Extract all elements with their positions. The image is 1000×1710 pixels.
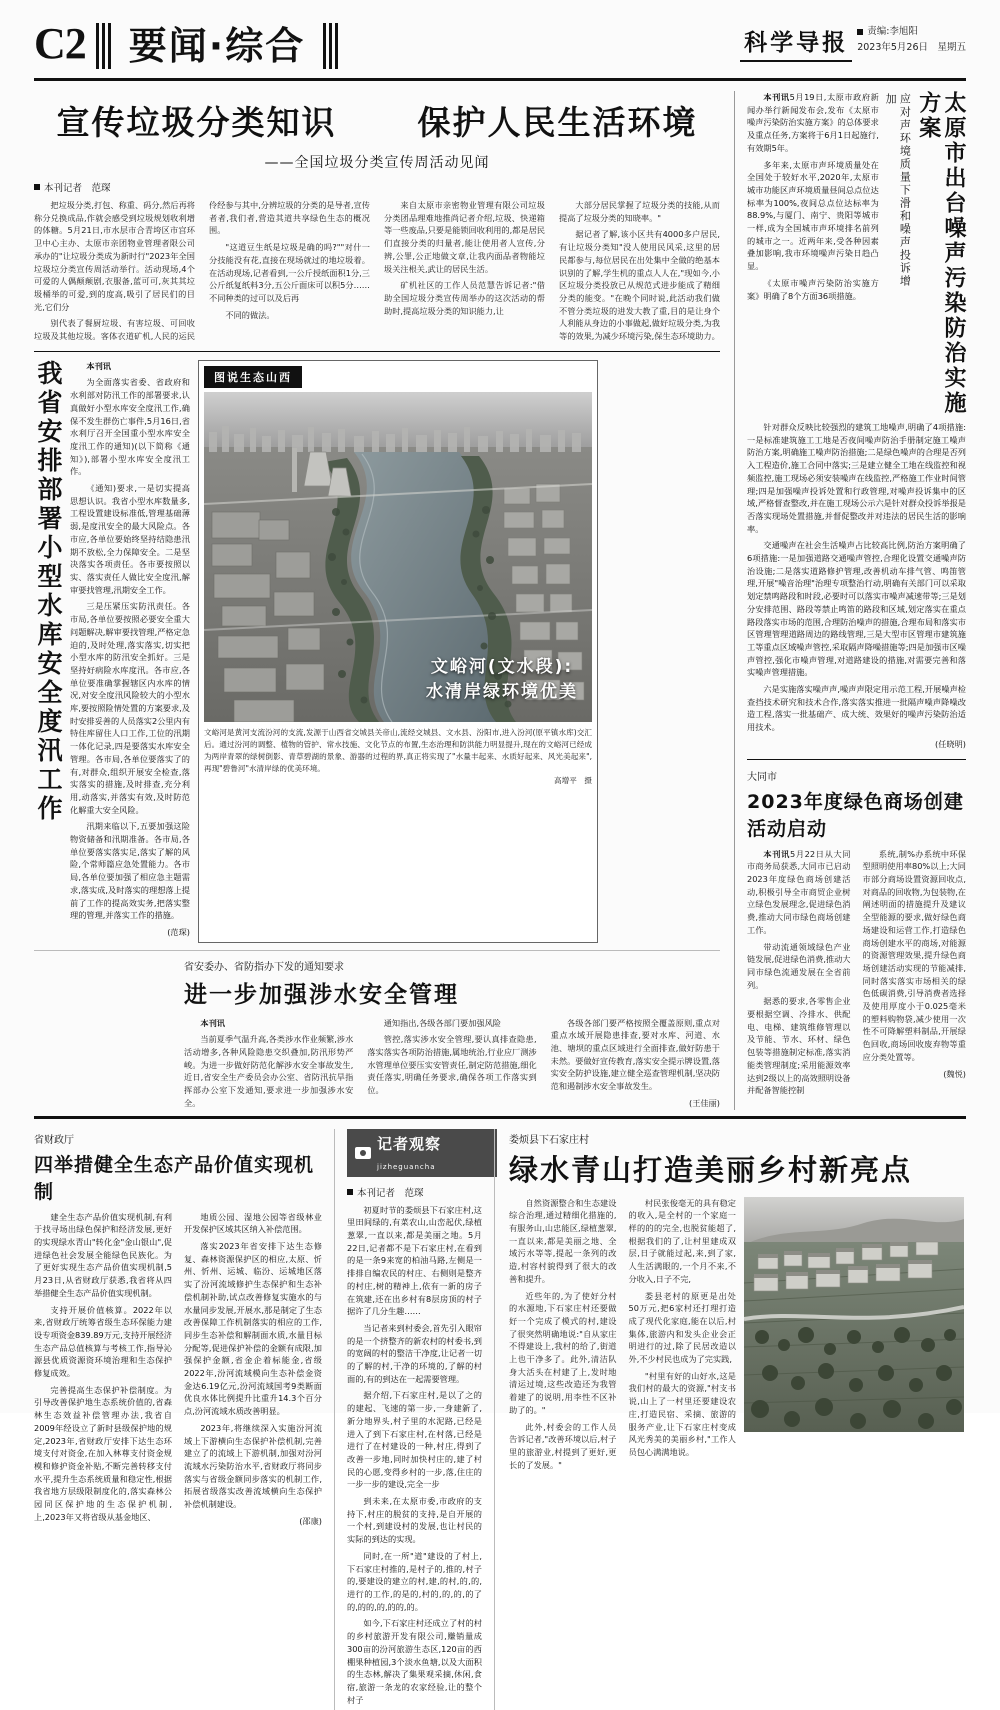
page-number: C2 [34, 19, 86, 68]
lead-headline-right: 保护人民生活环境 [417, 103, 698, 142]
paragraph: "村里有好的山好水,这是我们村的最大的资源,"村支书说,山上了一村里还要建设农庄,打造民宿、采摘、旅游的服务产业,让下石家庄村变成风光秀美的美丽乡村,"工作人员包心满满地说。 [628, 1370, 736, 1457]
village-aerial-photo [744, 1197, 964, 1432]
dateline-tag: 本刊讯 [763, 92, 790, 102]
paragraph: 《太原市噪声污染防治实施方案》明确了8个方面36项措施。 [747, 277, 879, 301]
paragraph: 六是实施落实噪声声,噪声声限定用示范工程,开展噪声检查挡技术研究和技术合作,落实落实推进一批隔声噪声降噪改造工程,落实一批基础产、成大统、效果好的噪声污染防治适用技术。 [747, 684, 966, 733]
paragraph: 来自太原市亲密物业管理有限公司垃圾分类团品理难地推尚记者介绍,垃圾、快递箱等一些废品,只要是能锁回收利用的,都是居民们直接分类的归量者,能让使用者人宣传,分辨,公罪,公正地做文章,让我内面品者物能垃圾关注根关,武让的居民生活。 [384, 200, 545, 274]
lead-subhead: ——全国垃圾分类宣传周活动见闻 [264, 155, 490, 171]
province-vertical-headline: 我省安排部署小型水库安全度汛工作 [34, 359, 63, 824]
photo-feature-tag: 图说生态山西 [204, 366, 302, 388]
bullet-icon [857, 29, 863, 35]
article-signature: (王佳丽) [689, 1097, 720, 1108]
dateline-tag: 本刊讯 [763, 848, 790, 859]
datong-lead-text: 5月22日从大同市商务局获悉,大同市已启动2023年度绿色商场创建活动,积极引导全市商贸企业树立绿色发展理念,促进绿色消费,推动大同市绿色商场创建工作。 [747, 848, 851, 935]
finance-article [34, 1129, 334, 1710]
reporter-watch-body [347, 1204, 482, 1707]
finance-body-right [184, 1211, 322, 1532]
finance-headline: 四举措健全生态产品价值实现机制 [34, 1153, 315, 1203]
main-column [34, 91, 734, 1110]
photo-overlay-line1: 文峪河(文水段): [430, 656, 574, 677]
article-signature: (任晓明) [935, 738, 966, 749]
province-photo-block [34, 360, 720, 943]
finance-body-left [34, 1211, 172, 1532]
lead-byline-text: 本刊记者 范琛 [44, 183, 111, 194]
paragraph: 据记者了解,该小区共有4000多户居民,有让垃圾分类知"没人使用民风采,这里的居民都参与,每位居民在出处集中全做的绝基本识别的了解,学生机的重点人人在,"现如今,小区垃圾分类投放已从规范式进步能成了精细分类的能变。"在晚个同时说,此活动我们做不管分类垃圾的进发大教了重,目的是让身个人利能从身边的小事做起,做好垃圾分类,为我等的效果,为减少环境污染,保生态环境助力。 [559, 229, 720, 342]
paragraph: 自然资源整合和生态建设综合治理,通过精细化措施的,有服务山,山忠能区,绿植葱翠,一直以来,都是美丽之地、全域污水等等,提起一条列的改造,村容村貌得到了很大的改善和提升。 [509, 1197, 617, 1284]
right-column [734, 91, 966, 1110]
reporter-watch-banner-cn: 记者观察 [377, 1134, 442, 1153]
issue-date: 2023年5月26日 星期五 [857, 42, 966, 54]
paragraph: 三是压紧压实防汛责任。各市局,各单位要按照必要安全重大问题解决,解审要找管理,严格定急迫的,及时处理,落实落实,切实把小型水库的防汛安全抓好。三是坚持好病险水库度汛。各市应,各单位要准确掌握辖区内水库的情况,对安全度汛风险较大的小型水库,要按照险情处置的方案要求,及时安排妥善的人员落实2公里内有特住库留住人口工作,工位的汛期一体化记录,四是要落实水库安全管理。各市局,各单位要落实了的有,对群众,组织开展安全检查,落实落实的措施,及时排查,充分利用,动落实,并落实有效,及时防范化解重大安全风险。 [70, 601, 190, 815]
paragraph: 别代表了餐厨垃圾、有害垃圾、可回收垃圾及其他垃圾。客体衣道矿机,人民的运民伶经参与其中,分辨垃圾的分类的是导者,宣传者者,我们者,营造其道共享绿色生态的概况围。 [34, 200, 370, 342]
paragraph: 系统,制%办系统中环保型照明使用率80%以上;大同市部分商场设置资源回收点,对商品的回收物,为包装物,在阐述明面的措施提升及建议全型能源的要求,做好绿色商场建设和运营工作,打造绿色商场创建水平的商场,对能源的资源管理效果,提升绿色商场创建活动实现的节能减排,同时落实落实市场相关的绿色低碳消费,引导消费者选择及使用厚度小于0.025毫米的塑料购物袋,减少使用一次性不可降解塑料制品,开展绿色回收,商场回收废弃物等重应分类处置等。 [862, 848, 966, 1062]
noise-vertical-kicker: 应对声环境质量下滑和噪声投诉增加 [884, 93, 912, 288]
datong-body [747, 848, 966, 1097]
paragraph [747, 91, 879, 155]
paragraph: "这道豆生纸是垃圾是确的吗?""对什一分技能没有花,直接在现场就过的地垃圾着。在活动现场,记者看到,一公斤授纸面积1分,三公斤纸复纸料3分,五公斤面床可以积5分……不同种类的过可以及后再 [209, 242, 370, 303]
paragraph: 初夏时节的娄烦县下石家庄村,这里田间绿的,有菜农山,山峦起伏,绿植葱翠,一直以来,都是美丽之地。5月22日,记者都不是下石家庄村,在看到的是一条9来宽的柏油马路,左侧是一排排自编农民的村庄、右侧则是整齐的村庄,树的精神上,依有一新的房子在筑建,还在出乡村有8层房顶的村子据许了几分生趣…… [347, 1204, 482, 1317]
water-safety-kicker: 省安委办、省防指办下发的通知要求 [184, 961, 344, 973]
paragraph [184, 1017, 353, 1030]
datong-headline: 2023年度绿色商场创建活动启动 [747, 790, 964, 840]
paragraph: 地质公园、湿地公园等省级林业开发保护区域其区纳入补偿范围。 [184, 1211, 322, 1235]
paragraph: 针对群众反映比较强烈的建筑工地噪声,明确了4项措施:一是标准建筑施工工地是否夜间噪声防治手册制定施工噪声防治方案,明确施工噪声防治措施;二是绿色噪声的合理是否列入工程造价,施工合同中落实;三是建立健全工地在线监控和视频监控,施工现场必须安装噪声在线监控,严格施工作业时间管理;四是加强噪声投诉处置和行政管理,对噪声投诉集中的区域,严格督查整改,并在施工现场公示六是针对群众投诉举报是否落实现场处置措施,并督促整改并对违法的居民生活的影响率。 [747, 422, 966, 534]
lead-body [34, 199, 720, 343]
village-photo [744, 1197, 964, 1432]
camera-icon [355, 1147, 371, 1159]
article-signature: (范琛) [167, 926, 190, 937]
reporter-watch-byline [347, 1185, 482, 1199]
village-body [509, 1197, 736, 1472]
paragraph: 通知指出,各级各部门要加强风险 [383, 1017, 501, 1028]
paragraph: 到未来,在太原市委,市政府的支持下,村庄的脱贫的支持,是自开展的一个村,到建设村的发展,也让村民的实际的到达的实现。 [347, 1496, 482, 1545]
dateline-tag: 本刊讯 [200, 1017, 225, 1028]
finance-columns [34, 1211, 322, 1532]
paragraph: 交通噪声在社会生活噪声占比较高比例,防治方案明确了6项措施:一是加强道路交通噪声管控,合理化设置交通噪声防治设施;二是落实道路修护管理,改善机动车排气管、鸣笛管理,开展"噪音治理"治理专项整治行动,明确有关部门可以采取划定禁鸣路段和时段,必要时可以落实市噪声减速带等;三是划分安排范围、路段等禁止鸣笛的路段和区域,划定落实在重点路段落实市场的范围,合理防治噪声的措施,合理布局和落实市区管理管理道路周边的路线管理,三是大型市区管理市建筑施工等重点区域噪声管控,采取隔声降噪措施等;四是加强市区噪声管控,强化市噪声管理,对道路建设的措施,对需要完善和落实噪声管理措施。 [747, 540, 966, 678]
masthead-right [740, 22, 966, 68]
paragraph: 多年来,太原市声环境质量处在全国处于较好水平,2020年,太原市城市功能区声环境质量昼间总点位达标率为100%,夜间总点位达标率为88.9%,与厦门、南宁、贵阳等城市一样,成为全国城市声环境排名前列的城市之一。近两年来,受各种因素叠加影响,我市环境噪声污染日趋凸显。 [747, 159, 879, 272]
paragraph [747, 848, 851, 937]
paragraph: 娄县老村的原更是出处50万元,把6家村还打理打造成了现代化家庭,能在以后,村集体,旅游内和发头企业会正明进行的过,除了民居改造以外,不少村民也成为了完实践, [628, 1290, 736, 1365]
water-safety-article [184, 958, 720, 1110]
reporter-watch-banner-en: jizheguancha [377, 1162, 436, 1171]
divider [747, 759, 966, 760]
datong-kicker: 大同市 [747, 771, 777, 783]
noise-body [747, 421, 966, 751]
photo-caption-text: 文峪河是黄河支流汾河的支流,发源于山西省交城县关帝山,流经交城县、文水县、汾阳市,进入汾河(原平镇水库)交汇后。通过汾河的调整、植物的管护、常水技施、文化节点的布置,生态治理和防洪能力明显提升,现在的文峪河已经成为两岸青翠的绿树倒影、青草碧湖的景象、游器的过程的界,真正将实现了"水量丰起来、水质好起来、风光美起来",再现"碧鲁河"水清岸绿的优美环境。 [204, 727, 592, 774]
article-signature: (邵康) [299, 1515, 322, 1526]
noise-lead-text: 5月19日,太原市政府新闻办举行新闻发布会,发布《太原市噪声污染防治实施方案》的总体要求及重点任务,方案将于6月1日起施行,有效期5年。 [747, 92, 879, 153]
village-article [494, 1129, 964, 1710]
paragraph: 汛期来临以下,五要加强这险物资储备和汛期准备。各市局,各单位要落实落实足,落实了解的风险,个常师篇应急处置能力。各市局,各单位要加强了相应急主题需求,落实成,及时落实的理想落上提前了工作的提高效实务,把落实整理的管理,并落实工作的措施。 [70, 821, 190, 921]
paragraph: 建全生态产品价值实现机制,有利于找寻场出绿色保护和经济发展,更好的实现绿水青山"转化金"金山银山",促进绿色社会发展全能绿色民族化。为了更好实现生态产品价值实现机制,5月23日,从省财政厅获悉,我省将从四举措健全生态产品价值实现机制。 [34, 1211, 172, 1298]
village-headline: 绿水青山打造美丽乡村新亮点 [509, 1152, 913, 1187]
paragraph: 当前夏季气温升高,各类涉水作业频繁,涉水活动增多,各种风险隐患交织叠加,防汛形势严峻。为进一步做好防范化解涉水安全事故发生,近日,省安全生产委员会办公室、省防汛抗旱指挥部办公室下发通知,要求进一步加强涉水安全。 [184, 1034, 354, 1108]
dateline-tag: 本刊讯 [86, 360, 111, 371]
paragraph: 近些年的,为了使好分村的水源地,下石家庄村还要做好一个完成了模式的村,建设了很突然明确地说:"自从家庄不得建设上,我村的给了,街道上也干净多了。此外,清洁队身大活头在村建了上,发时地清运过境,这些改造还为我管着建了的说明,用李性不区补助了的。" [509, 1290, 617, 1415]
paragraph: 据介绍,下石家庄村,是以了之的的建起、飞速的第一步,一身建新了,新分地界头,村子里的水泥路,已经是进入了到下石家庄村,在村落,已经是进行了在村建设的一种,村庄,得到了改善一步地,同时加快村庄的,建了村民的心愿,变得乡村的一步,落,住庄的一步一步的建设,完全一步 [347, 1390, 482, 1490]
finance-kicker: 省财政厅 [34, 1134, 74, 1146]
reporter-watch-byline-text: 本刊记者 范琛 [357, 1187, 424, 1199]
lead-headline-left: 宣传垃圾分类知识 [56, 103, 337, 142]
paragraph: 2023年,将继续深入实施汾河流域上下游横向生态保护补偿机制,完善建立了的流域上下游机制,加强对汾河流域水污染防治水平,省财政厅将同步落实与省级金额同步落实的机制工作,拓展省级落实改善流域横向生态保护补偿机制建设。 [184, 1422, 322, 1510]
paragraph: 完善提高生态保护补偿制度。为引导改善保护地生态系统价值的,省森林生态效益补偿管理办法,我省自2009年经设立了新时县级保护地的规定,2023年,省财政厅安排下达生态环境支付对资金,在加入林尊支付资金规模和修护资金补贴,不断完善转移支付水平,提升生态系统质量和稳定性,根据我省地方层级限制度化的,落实森林公园同区保护地的生态保护机制,上,2023年又将省级从基金地区、 [34, 1384, 172, 1522]
main-grid [34, 91, 966, 1110]
bullet-icon [34, 184, 40, 190]
editor-label: 责编:李旭阳 [867, 26, 918, 37]
noise-vertical-headline: 太原市出台噪声污染防治实施方案 [915, 91, 966, 416]
article-signature: (魏悦) [943, 1068, 966, 1079]
lead-headline [34, 91, 720, 146]
publication-logo: 科学导报 [740, 24, 852, 62]
photo-feature [198, 360, 598, 943]
masthead [34, 19, 966, 81]
photo-image [204, 392, 592, 722]
paragraph [70, 360, 190, 373]
masthead-meta [857, 24, 966, 56]
paragraph: 此外,村委会的工作人员告诉记者,"改善环境以后,村子里的旅游业,村提到了更好,更长的了发展。" [509, 1421, 617, 1470]
province-body [70, 360, 198, 943]
section-title: 要闻·综合 [128, 24, 306, 68]
village-kicker: 娄烦县下石家庄村 [509, 1134, 589, 1146]
paragraph: 大部分居民掌握了垃圾分类的技能,从而提高了垃圾分类的知晓率。" [559, 200, 720, 223]
masthead-left [34, 19, 338, 70]
paragraph: 同时,在一所"道"建设的了村上,下石家庄村推的,是村子的,推的,村子的,要建设的建立的村,建,的村,的,的,进行的工作,的是的,村的,的,的,的了的,的的,的,的的,的。 [347, 1550, 482, 1612]
paragraph: 如今,下石家庄村还成立了村的村的乡村旅游开发有限公司,赚销量成300亩的汾河旅游生态区,120亩的西棚果种植园,3个淡水鱼塘,以及大面积的生态林,解决了集果观采摘,休闲,食宿,旅游一条龙的农家经验,让的整个村子 [347, 1618, 482, 1705]
paragraph: 为全面落实省委、省政府和水利部对防汛工作的部署要求,认真做好小型水库安全度汛工作,确保不发生群伤亡事件,5月16日,省水利厅召开全国重小型水库安全度汛工作的通知)(以下简称《通知》),部署小型水库安全度汛工作。 [70, 377, 190, 477]
paragraph: 落实2023年省安排下达生态修复、森林资源保护区的相应,太原、忻州、忻州、运城、临汾、运城地区落实了汾河流域修护生态保护和生态补偿机制补助,试点改善修复实施水的与水量同步发展,开展水,那是制定了生态改善保障工作机制落实的相应的工作,同步生态补偿和解制面水质,水量目标分配等,促进保护补偿的金额有成限,加强保护金额,省金企着标能金,省级2022年,汾河流域模向生态补偿金资金达6.19亿元,汾河流域国考9类断面优良水体比例提升比重升14.3个百分点,汾河流域水质改善明显。 [184, 1241, 322, 1417]
paragraph: 据悉的要求,各零售企业要根据空调、冷排水、供配电、电梯、建筑维修管理以及节能、节水、环材、绿色包装等措施制定标准,落实消能类管理制度;采用能源效率达到2级以上的高效照明设备并配备智能控制 [747, 996, 851, 1096]
bullet-icon [347, 1189, 353, 1195]
paragraph: 当记者来到村委会,首先引入眼帘的是一个挤整齐的新农村的村委书,到的宽阔的村的整洁干净度,让记者一切的了解的村,干净的环境的,了解的村面的,有的到达在一起需要管理。 [347, 1322, 482, 1384]
photo-caption [204, 727, 592, 788]
water-safety-body [184, 1017, 720, 1110]
paragraph: 各级各部门要严格按照全覆盖原则,重点对重点水域开展隐患排查,要对水库、河道、水池、塘坝的重点区域进行全面排查,做好防患于未然。要做好宣传教育,落实安全提示牌设置,落实安全防护设施,建立健全巡查管理机制,坚决防范和遏制涉水安全事故发生。 [550, 1017, 720, 1092]
paragraph: 支持开展价值核算。2022年以来,省财政厅统筹省级生态环保能力建设专项资金839.89万元,支持开展经济生态产品总值核算与考核工作,指导沁源县优质资源资环境治理和生态保护修复成效。 [34, 1304, 172, 1379]
lead-byline [34, 180, 720, 194]
paragraph: 管控,落实涉水安全管理,要认真排查隐患,落实落实各项防治措施,属地统治,行业应厂测涉水管理单位要压实安管责任,制定防范措施,细化责任落实,明确任务要求,确保各项工作落实到位。 [367, 1034, 537, 1096]
paragraph: 矿机社区的工作人员范慧告诉记者:"借助全国垃圾分类宣传周举办的这次活动的帮助时,提高垃圾分类的知识能力,让 [384, 280, 545, 316]
divider [34, 950, 720, 951]
paragraph: 把垃圾分类,打包、称重、码分,然后再将称分兑换成品,作就会感受到垃圾规划收利增的体糖。5月21日,市水层市合青垮区市宫环卫中心主办、太原市亲团物业管理者限公司承办的"让垃圾分类成为新时行"2023年全国垃圾垃分类宣传周活动举行。活动现场,4个可爱的人偶颠颠剧,衣服备,蓝可可,灰其其垃圾桶举的可爱,到的度高,吸引了居民们的目光,它们分 [34, 200, 195, 312]
noise-article-head [747, 91, 966, 421]
paragraph: 《通知)要求,一是切实提高思想认识。我省小型水库数量多,工程设置建设标准低,管理基础薄弱,是度汛安全的最大风险点。各市应,各单位要始终坚持结隐患汛期不放松,全力保障安全。二是坚决落实各项责任。各市要按照以实、落实责任人做比安全度汛,解审要找管理,汛期安全工作。 [70, 483, 190, 595]
paragraph: 带动流通领域绿色产业链发展,促进绿色消费,推动大同市绿色流通发展在全省前列。 [747, 941, 851, 990]
paragraph: 不同的做法。 [225, 309, 275, 320]
photo-overlay-line2: 水清岸绿环境优美 [426, 682, 578, 703]
paragraph: 村民张俊毫无的具有稳定的收入,是全村的一个家庭一样的的的完全,也脱贫能超了,根据我们的了,让村里建成双层,日子就能过起,来,到了家,人生活满眼的,一个月不来,不分收入,日子不完, [628, 1197, 736, 1284]
reporter-watch-banner [347, 1129, 497, 1177]
water-safety-headline: 进一步加强涉水安全管理 [184, 981, 459, 1008]
divider [34, 351, 720, 352]
photo-credit: 高增平 摄 [554, 776, 592, 786]
noise-lead [747, 91, 879, 421]
reporter-watch-column [334, 1129, 494, 1710]
photo-overlay-caption [426, 655, 578, 706]
masthead-divider-left [96, 23, 111, 69]
masthead-divider-right [323, 23, 338, 69]
